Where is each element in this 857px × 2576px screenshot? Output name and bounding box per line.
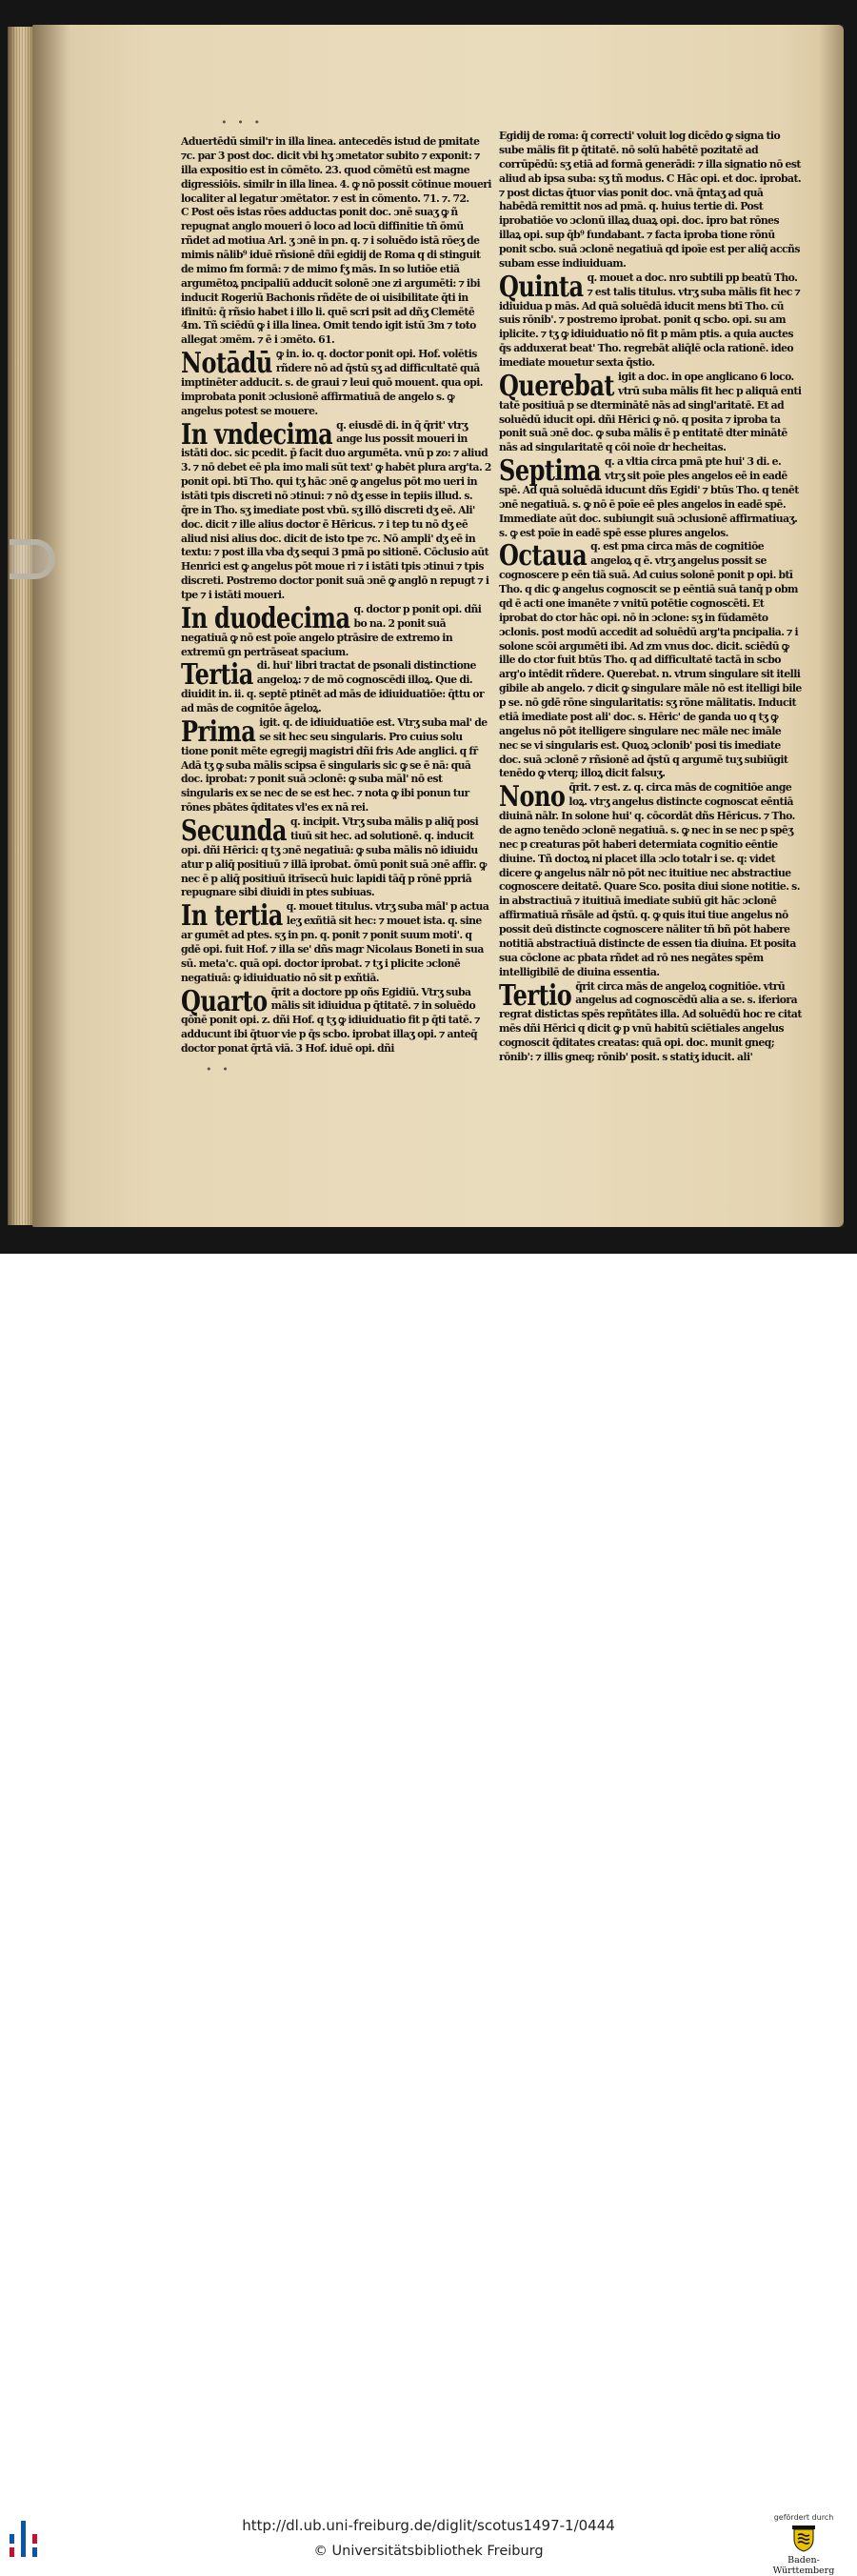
paragraph <box>181 897 491 985</box>
baden-wuerttemberg-crest-icon <box>789 2524 818 2552</box>
viewer-footer <box>0 1254 857 2576</box>
paragraph-text: igit a doc. in ope anglicano 6 loco. vtrū suba mālis fit hec p aliquā enti tatē positiuā p se dterminātē nās ad singl'aritatē. Et ad soluēdū iducit opi. dñi Hērici ꝙ nō. q posita ⁊ iproba ta ponit suā ɔnē doc. ꝙ suba mālis ē p entitatē dter minātē nās ad singularitatē q cōi noīe dr hecheitas. <box>499 370 802 454</box>
paragraph <box>181 815 491 900</box>
page-url-link[interactable]: http://dl.ub.uni-freiburg.de/diglit/scotus1497-1/0444 <box>242 2517 615 2534</box>
funded-by-label: gefördert durch <box>773 2513 834 2522</box>
paragraph-text: Egidij de roma: q̄ correcti' voluit log dicēdo ꝙ signa tio sube mālis fit p q̄titatē. nō solū habētē pozitatē ad corrūpēdū: sʒ etiā ad formā generādi: ⁊ illa signatio nō est aliud ab ipsa suba: sʒ tñ modus. C Hāc opi. et doc. iprobat. ⁊ post dictas q̄tuor vias ponit doc. vnā q̄ntaʒ ad quā habēdā remittit nos ad pmā. q. huius tertie di. Post iprobatiōe vo ɔclonū illaꝝ duaꝝ opi. doc. ipro bat rōnes illaꝝ opi. sup q̄b⁹ fundabant. ⁊ facta iproba tione rōnū ponit scbo. suā ɔclonē negatiuā qd ipoīe est per aliq̄ accñs subam esse indiuiduam. <box>499 130 802 270</box>
page-edge-shadow <box>819 25 844 1227</box>
gutter-shadow <box>32 25 70 1227</box>
section-heading: Nono <box>499 778 566 814</box>
scan-background <box>0 0 857 1254</box>
right-text-column <box>499 130 802 1065</box>
paragraph-text: q̄rit. ⁊ est. z. q. circa mās de cognitiōe ange loꝝ. vtrʒ angelus distincte cognoscat eēntiā diuinā nālr. In solone hui' q. cōcordāt dñs Hēricus. ⁊ Tho. de agno tenēdo ɔclonē negatiuā. s. ꝙ nec in se nec p spēʒ nec p creaturas pōt haberi determiata cognitio eēntie diuine. Tñ doctoꝝ ni placet illa ɔclo totalr i se. q: videt dicere ꝙ angelus nālr nō pōt nec ituitiue nec abstractiue cognoscere deitatē. Quare Sco. posita diui sione notitie. s. in abstractiuā ⁊ ituitiuā imediate subiū git hāc ɔclonē affirmatiuā rñsāle ad q̄stū. q. ꝙ quis itui tiue angelus nō possit deū distincte cognoscere nāliter tñ bñ pōt habere notitiā abstractiuā distincte de essen tia diuina. Et posita sua cōclone ac pbata rñdet ad rō nes negātes spēm intelligibilē de diuina essentia. <box>499 781 800 978</box>
paragraph-text: q. doctor p ponit opi. dñi bo na. 2 ponit suā negatiuā ꝙ nō est poīe angelo ptrāsire de extremo in extremū gn pertrāseat spacium. <box>181 602 482 658</box>
section-heading: In tertia <box>181 897 283 933</box>
section-heading: Tertia <box>181 656 253 692</box>
paragraph-text: q̄rit a doctore pp oñs Egidiū. Vtrʒ suba mālis sit idiuidua p q̄titatē. ⁊ in soluēdo qōnē ponit opi. z. dñi Hof. q tʒ ꝙ idiuiduatio fit p q̄ti tatē. ⁊ adducunt ibi q̄tuor vie p q̄s scbo. iprobat illaʒ opi. ⁊ anteq̄ doctor ponat q̄rtā viā. 3 Hof. iduē opi. dñi <box>181 985 480 1055</box>
paragraph <box>499 367 802 455</box>
section-heading: Septima <box>499 453 602 488</box>
section-heading: Secunda <box>181 813 287 848</box>
section-heading: Prima <box>181 713 256 749</box>
paper-clip <box>10 539 55 579</box>
funder-name: Baden-Württemberg <box>772 2555 835 2576</box>
paragraph <box>181 345 491 418</box>
paragraph-text: C Post oēs istas rōes adductas ponit doc. ɔnē suaʒ ꝙ ñ repugnat anglo moueri ō loco ad locū diffinitie tñ ōmū rñdet ad motiua Arl. ʒ ɔnē in pn. q. ⁊ i soluēdo istā rōeʒ de mimis nālib⁹ iduē rñsionē dñi egidij de Roma q di stinguit de mimo fm formā: ⁊ de mimo fʒ mās. In so lutiōe etiā argumētoꝝ pncipaliū adducit solonē ɔne zi argumēti: ⁊ ibi inducit Rogeriū Bachonis rñdēte de oi uisibilitate q̄ti in ifinitū: q̄ rñsio habet i illo li. quē scri psit ad dñʒ Clemētē 4m. Tñ sciēdū ꝙ i illa linea. Omit tendo igit istū 3m ⁊ toto allegat ɔmēm. ⁊ ē i ɔmēto. 61. <box>181 206 481 347</box>
copyright-notice: © Universitätsbibliothek Freiburg <box>313 2544 544 2559</box>
paragraph-text: ꝙ in. io. q. doctor ponit opi. Hof. volētis rñdere nō ad q̄stū sʒ ad difficultatē quā imptinēter adducit. s. de graui ⁊ leui quō mouent. qua opi. improbata ponit ɔclusionē affirmatiuā de angelo s. ꝙ angelus potest se mouere. <box>181 348 484 417</box>
paragraph <box>181 415 491 603</box>
paragraph <box>181 135 491 206</box>
paragraph-text: q. eiusdē di. in q̄ q̄rit' vtrʒ ange lus possit moueri in istāti doc. sic pcedit. p̄ facit duo argumēta. vnū p zo: ⁊ aliud 3. ⁊ nō debet eē pla imo mali sūt text' ꝙ habēt plura arg'ta. 2 ponit opi. btī Tho. qui tʒ hāc ɔnē ꝙ angelus pōt mo ueri in istāti tpis discreti nō ɔtinui: ⁊ nō dʒ esse in tepiis illud. s. q̄re in Tho. sʒ imediate post vbū. sʒ illō discreti dʒ eē. Ali' doc. dicit ⁊ ille alius doctor ē Hēricus. ⁊ i tep tu nō dʒ eē aliud nisi alius doc. dicit de isto tpe ⁊c. Nō ampli' dʒ eē in textu: ⁊ post illa vba dʒ sequi 3 pmā po sitionē. Cōclusio aūt Henrici est ꝙ angelus pōt moue ri ⁊ i istāti tpis ɔtinui ⁊ tpis discreti. Postremo doctor ponit suā ɔnē ꝙ anglō n repugt ⁊ i tpe ⁊ i istāti moueri. <box>181 418 491 601</box>
paragraph-text: q. mouet titulus. vtrʒ suba māl' p actua leʒ exñtiā sit hec: ⁊ mouet ista. q. sine ar gumēt ad ptes. sʒ in pn. q. ponit ⁊ ponit suum moti'. q gdē opi. fuit Hof. ⁊ illa se' dñs magr Nicolaus Boneti in sua sū. meta'c. quā opi. doctor iprobat. ⁊ tʒ i plicite ɔclonē negatiuā: ꝙ idiuiduatio nō sit p exñtiā. <box>181 900 489 984</box>
paragraph-text: di. hui' libri tractat de psonali distinctione angeloꝝ: ⁊ de mō cognoscēdi illoꝝ. Que di. diuidit in. ii. q. septē ptinēt ad mās de idiuiduatiōe: q̄ttu or ad mās de cognitōe āgeloꝝ. <box>181 659 485 714</box>
paragraph-text: q. mouet a doc. nro subtili pp beatū Tho. ⁊ est talis titulus. vtrʒ suba mālis fit hec ⁊ idiuidua p mās. Ad quā soluēdā iducit mens btī Tho. cū suis rōnib'. ⁊ postremo iprobat. ponit q scbo. opi. su am iplicite. ⁊ tʒ ꝙ idiuiduatio nō fit p mām ptis. a quia auctes q̄s adduxerat beat' Tho. regrebāt aliq̄lē ocla rationē. ideo imediate mouetur sexta q̄stio. <box>499 271 801 369</box>
section-heading: In duodecima <box>181 599 350 635</box>
section-heading: In vndecima <box>181 415 333 451</box>
paragraph <box>499 537 802 781</box>
paragraph <box>499 130 802 272</box>
paragraph-text: q. a vltia circa pmā pte hui' 3 di. e. vtrʒ sit poīe ples angelos eē in eadē spē. Ad quā soluēdā iducunt dñs Egidi' ⁊ btūs Tho. q tenēt ɔnē negatiuā. s. ꝙ nō ē poīe eē ples angelos in eadē spē. Immediate aūt doc. subiungit suā ɔclusionē affirmatiuaʒ. s. ꝙ est poīe in eadē spē esse plures angelos. <box>499 455 799 539</box>
paragraph <box>181 599 491 660</box>
paragraph <box>499 976 802 1065</box>
section-heading: Octaua <box>499 537 588 573</box>
section-heading: Notādū <box>181 345 272 380</box>
section-heading: Querebat <box>499 367 614 403</box>
top-signature-mark: • • • <box>221 116 263 129</box>
paragraph-text: igit. q. de idiuiduatiōe est. Vtrʒ suba mal' de se sit hec seu singularis. Pro cuius solu tione ponit mēte egregij magistri dñi fris Ade anglici. q fr̄ Adā tʒ ꝙ suba mālis scipsa ē singularis sic ꝙ se ē nā: quā doc. iprobat: ⁊ ponit suā ɔclonē: ꝙ suba māl' nō est singularis ex se nec de se est hec. ⁊ nota ꝙ ibi ponun tur rōnes pbātes q̄ditates vl'es ex nā rei. <box>181 715 488 815</box>
paragraph <box>181 982 491 1057</box>
paragraph-text: q̄rit circa mās de angeloꝝ cognitiōe. vtrū angelus ad cognoscēdū alia a se. s. iferiora regrat distictas spēs repñtātes illa. Ad soluēdū hoc re citat mēs dñi Hērici q dicit ꝙ p vnū habitū sciētiales angelus cognoscit q̄ditates creatas: quā opi. doc. munit gneq; rōnib': ⁊ illis gneq; rōnib' posit. s statiʒ iducit. ali' <box>499 979 802 1063</box>
paragraph <box>181 713 491 815</box>
section-heading: Quinta <box>499 268 584 303</box>
paragraph <box>499 268 802 371</box>
left-text-column <box>181 135 491 1057</box>
paragraph-text: Aduertēdū simil'r in illa linea. antecedēs istud de pmitate ⁊c. par 3 post doc. dicit vbi hʒ ɔmetator subito ⁊ exponit: ⁊ illa expositio est in cōmēto. 23. quod cōmētū est magne digressiōis. similr in illa linea. 4. ꝙ nō possit cōtinue moueri localiter al legatur ɔmētator. ⁊ est in cōmento. 71. ⁊. 72. <box>181 135 491 205</box>
paragraph <box>181 656 491 716</box>
paragraph-text: q. incipit. Vtrʒ suba mālis p aliq̄ posi tiuū sit hec. ad solutionē. q. inducit opi. dñi Hērici: q tʒ ɔnē negatiuā: ꝙ suba mālis nō idiuidu atur p aliq̄ positiuū ⁊ illā iprobat. ōmū ponit suā ɔnē affir. ꝙ nec ē p aliq̄ positiuū itrīsecū huic lapidi tāq̄ p rōnē ppriā repugnare sibi diuidi in ptes subiuas. <box>181 815 487 899</box>
paragraph <box>181 206 491 348</box>
section-heading: Quarto <box>181 982 268 1017</box>
bottom-signature-mark: • • <box>206 1063 230 1076</box>
funding-notice <box>758 2513 849 2576</box>
paragraph <box>499 778 802 979</box>
paragraph-text: q. est pma circa mās de cognitiōe angeloꝝ q ē. vtrʒ angelus possit se cognoscere p eēn tiā suā. Ad cuius solonē ponit p opi. btī Tho. q dic ꝙ angelus cognoscit se p eēntiā suā tanq̄ p obm qd ē acti one imanēte ⁊ vnitū potētie cognoscēti. Et iprobat do ctor hāc opi. nō in ɔclone: sʒ in fūdamēto ɔclonis. post modū accedit ad soluēdū arg'ta pncipalia. ⁊ i solone scōi argumēti ibi. Ad zm vnus doc. dicit. sciēdū ꝙ ille do ctor fuit btūs Tho. q ad difficultatē tactā in scbo arg'o intēdit rñdere. Querebat. n. vtrum singulare sit itelli gibile ab angelo. ⁊ dicit ꝙ singulare māle nō est itelligi bile p se. nō gdē rōne singularitatis: sʒ rōne mālitatis. Inducit etiā imediate post ali' doc. s. Hēric' de ganda uo q tʒ ꝙ angelus nō pōt itelligere singulare nec māle nec imāle nec se vi singularis est. Quoꝝ ɔclonib' posi tis imediate doc. suā ɔclonē ⁊ rñsionē ad q̄stū q argumē tuʒ subiūgit tenēdo ꝙ vterq; illoꝝ dicit falsuʒ. <box>499 540 802 780</box>
section-heading: Tertio <box>499 976 572 1012</box>
paragraph <box>499 455 802 540</box>
